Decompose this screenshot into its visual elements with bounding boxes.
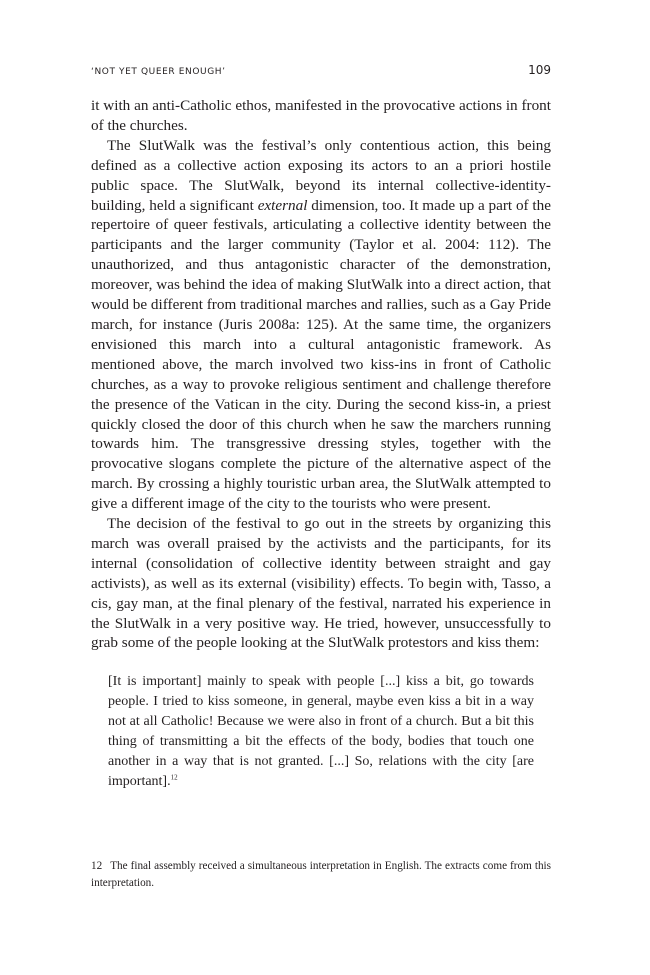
paragraph-1-text: it with an anti-Catholic ethos, manifested in the provocative actions in front of the churches. <box>91 97 551 134</box>
paragraph-2-text-start: The SlutWalk was the festival’s only contentious action, this being defined as a collective action exposing its actors to an a priori hostile public space. The SlutWalk, beyond its internal collective-identity-building, held a significant <box>91 136 551 214</box>
paragraph-3 <box>91 514 551 653</box>
paragraph-2-text-end: dimension, too. It made up a part of the repertoire of queer festivals, articulating a collective identity between the participants and the larger community (Taylor et al. 2004: 112). The unauthorized, and thus antagonistic character of the demonstration, moreover, was behind the idea of making SlutWalk into a direct action, that would be different from traditional marches and rallies, such as a Gay Pride march, for instance (Juris 2008a: 125). At the same time, the organizers envisioned this march into a cultural antagonistic framework. As mentioned above, the march involved two kiss-ins in front of Catholic churches, as a way to provoke religious sentiment and challenge therefore the presence of the Vatican in the city. During the second kiss-in, a priest quickly closed the door of this church when he saw the marchers running towards him. The transgressive dressing styles, together with the provocative slogans complete the picture of the alternative aspect of the march. By crossing a highly touristic urban area, the SlutWalk attempted to give a different image of the city to the tourists who were present. <box>91 196 551 513</box>
footnote <box>91 858 551 891</box>
blockquote <box>108 672 534 792</box>
paragraph-2 <box>91 136 551 514</box>
body-text <box>91 96 551 653</box>
paragraph-3-text: The decision of the festival to go out in the streets by organizing this march was overall praised by the activists and the participants, for its internal (consolidation of collective identity between straight and gay activists), as well as its external (visibility) effects. To begin with, Tasso, a cis, gay man, at the final plenary of the festival, narrated his experience in the SlutWalk in a very positive way. He tried, however, unsuccessfully to grab some of the people looking at the SlutWalk protestors and kiss them: <box>91 515 551 652</box>
footnote-number: 12 <box>91 860 103 872</box>
running-head <box>91 63 551 77</box>
footnote-reference[interactable]: 12 <box>170 773 178 782</box>
running-title: ‘NOT YET QUEER ENOUGH’ <box>91 67 226 77</box>
footnote-text: The final assembly received a simultaneous interpretation in English. The extracts come from this interpretation. <box>91 860 551 889</box>
page-number: 109 <box>528 63 551 77</box>
blockquote-text: [It is important] mainly to speak with people [...] kiss a bit, go towards people. I tried to kiss someone, in general, maybe even kiss a bit in a way not at all Catholic! Because we were also in front of a church. But a bit this thing of transmitting a bit the effects of the body, bodies that touch one another in a way that is not granted. [...] So, relations with the city [are important]. <box>108 674 534 789</box>
emphasis-external: external <box>257 196 308 214</box>
paragraph-1 <box>91 96 551 136</box>
